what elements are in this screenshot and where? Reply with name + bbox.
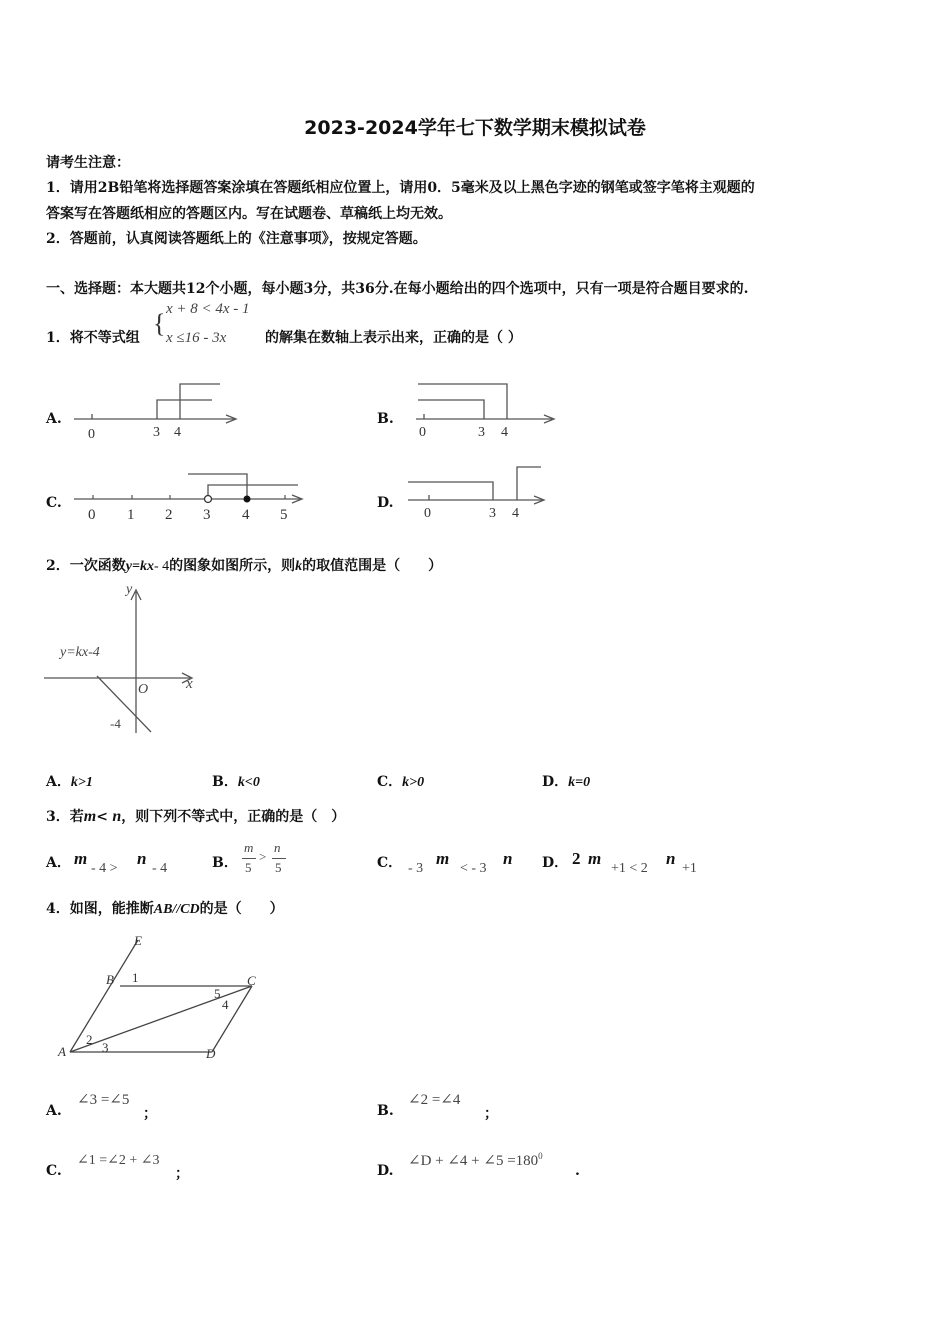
q3-b-m: m <box>244 840 254 855</box>
q4-option-a-semicolon: ； <box>143 1106 157 1122</box>
q4-option-b-label: B. <box>377 1103 394 1119</box>
q1b-tick-3: 3 <box>478 425 485 440</box>
q4-angle-2: 2 <box>86 1032 93 1047</box>
q3-b-n: n <box>274 840 281 855</box>
section-heading: 一、选择题：本大题共12个小题，每小题3分，共36分.在每小题给出的四个选项中，只有一项是符合题目要求的. <box>46 281 749 297</box>
q4-angle-3: 3 <box>102 1040 109 1055</box>
q1-brace: { <box>153 309 166 338</box>
q4-angle-5: 5 <box>214 986 221 1001</box>
q1d-tick-3: 3 <box>489 506 496 521</box>
q4-angle-1: 1 <box>132 970 139 985</box>
q1-option-b-label: B. <box>377 411 394 427</box>
q2-graph <box>40 578 210 738</box>
q3-a-mid: - 4 > <box>91 861 118 876</box>
q4-figure <box>50 928 270 1063</box>
q3-c-m: m <box>436 849 450 868</box>
q1c-tick-1: 1 <box>127 507 135 523</box>
q1-option-a-numberline <box>60 378 250 444</box>
q2-option-c: C．k>0 <box>377 774 425 790</box>
q3-c-pre: - 3 <box>408 861 424 876</box>
q4-option-d-period: . <box>575 1163 580 1179</box>
q2-intercept: -4 <box>110 716 121 731</box>
q1c-tick-3: 3 <box>203 507 211 523</box>
q4-label-d: D <box>206 1046 216 1061</box>
q4-label-b: B <box>106 972 114 987</box>
q2-option-d: D．k=0 <box>542 774 591 790</box>
q3-c-mid: < - 3 <box>460 861 487 876</box>
q3-option-a-label: A． <box>46 855 71 871</box>
q3-d-n: n <box>666 849 676 868</box>
q3-d-m: m <box>588 849 602 868</box>
q4-option-c-semicolon: ； <box>175 1166 189 1182</box>
q1c-tick-4: 4 <box>242 507 250 523</box>
q1-option-d-numberline <box>400 462 560 524</box>
notice-line-3: 2．答题前，认真阅读答题纸上的《注意事项》，按规定答题。 <box>46 231 427 247</box>
q3-stem: 3．若m< n，则下列不等式中，正确的是（ ） <box>46 808 346 825</box>
notice-line-1: 1．请用2B铅笔将选择题答案涂填在答题纸相应位置上，请用0．5毫米及以上黑色字迹的钢笔或签字笔将主观题的 <box>46 180 755 196</box>
q3-b-fraction-bar-1 <box>242 858 256 859</box>
q1c-tick-0: 0 <box>88 507 96 523</box>
q1-option-b-numberline <box>400 378 560 444</box>
q2-axis-x: x <box>186 676 193 692</box>
q3-a-m: m <box>74 849 88 868</box>
q4-angle-4: 4 <box>222 997 229 1012</box>
q1-prefix: 1．将不等式组 <box>46 330 140 346</box>
q2-line-label: y=kx-4 <box>60 645 100 660</box>
q3-d-2a: 2 <box>572 849 581 868</box>
q3-b-fraction-bar-2 <box>272 858 286 859</box>
q2-option-a: A．k>1 <box>46 774 93 790</box>
page-title: 2023-2024学年七下数学期末模拟试卷 <box>304 117 646 139</box>
q4-option-c-expr: ∠1 =∠2 + ∠3 <box>77 1153 160 1168</box>
q1-option-a-label: A. <box>46 411 62 427</box>
q1a-tick-0: 0 <box>88 427 95 442</box>
q2-axis-y: y <box>126 582 133 597</box>
q3-b-gt: > <box>259 849 267 864</box>
q1-option-c-label: C. <box>46 495 62 511</box>
q4-option-a-label: A. <box>46 1103 62 1119</box>
q4-option-c-label: C. <box>46 1163 62 1179</box>
q3-d-end: +1 <box>682 861 697 876</box>
q4-label-c: C <box>247 973 256 988</box>
q1-option-c-numberline <box>66 466 311 528</box>
q4-option-b-semicolon: ； <box>484 1106 498 1122</box>
q3-d-mid: +1 < 2 <box>611 861 648 876</box>
q1d-tick-0: 0 <box>424 506 431 521</box>
q3-option-c-label: C． <box>377 855 403 871</box>
notice-heading: 请考生注意： <box>46 155 130 171</box>
notice-line-2: 答案写在答题纸相应的答题区内。写在试题卷、草稿纸上均无效。 <box>46 206 452 222</box>
q4-stem: 4．如图，能推断AB//CD的是（ ） <box>46 901 284 917</box>
q2-origin: O <box>138 682 149 697</box>
q2-option-b: B．k<0 <box>212 774 260 790</box>
q1-inequality-1: x + 8 < 4x - 1 <box>166 301 250 317</box>
q3-option-d-label: D． <box>542 855 569 871</box>
q1c-tick-2: 2 <box>165 507 173 523</box>
q1a-tick-4: 4 <box>174 425 181 440</box>
q1b-tick-0: 0 <box>419 425 426 440</box>
q2-stem: 2．一次函数y=kx- 4的图象如图所示，则k的取值范围是（ ） <box>46 558 443 574</box>
q1-inequality-2: x ≤16 - 3x <box>166 330 227 346</box>
q4-option-a-expr: ∠3 =∠5 <box>77 1092 130 1108</box>
q3-option-b-label: B． <box>212 855 238 871</box>
q1-option-d-label: D. <box>377 495 394 511</box>
q3-b-den-2: 5 <box>275 860 282 875</box>
q3-c-n: n <box>503 849 513 868</box>
q1b-tick-4: 4 <box>501 425 508 440</box>
q1c-tick-5: 5 <box>280 507 288 523</box>
q1d-tick-4: 4 <box>512 506 519 521</box>
q3-a-end: - 4 <box>152 861 168 876</box>
q4-option-b-expr: ∠2 =∠4 <box>408 1092 461 1108</box>
q1-suffix: 的解集在数轴上表示出来，正确的是（ ） <box>265 330 522 346</box>
q4-option-d-expr: ∠D + ∠4 + ∠5 $=180^0$ <box>408 1151 543 1169</box>
q3-b-den-1: 5 <box>245 860 252 875</box>
q4-label-a: A <box>58 1044 66 1059</box>
q1a-tick-3: 3 <box>153 425 160 440</box>
q3-a-n: n <box>137 849 147 868</box>
q4-option-d-label: D. <box>377 1163 394 1179</box>
q4-label-e: E <box>134 933 142 948</box>
